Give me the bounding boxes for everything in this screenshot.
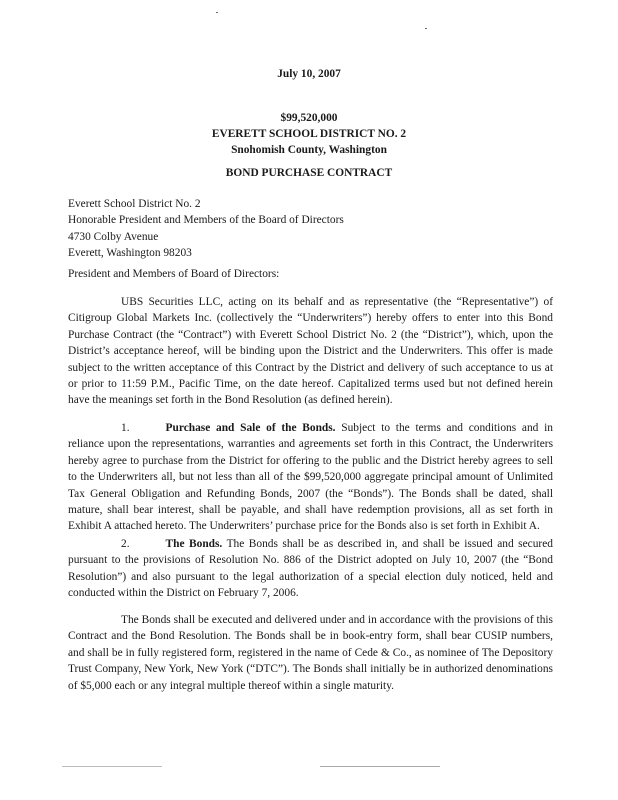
section-text: The Bonds shall be as described in, and shall be issued and secured pursuant to the provisions of Resolution No. 886 of the District adopted on July 10, 2007 (the “Bond Resolution”) and also pursuant to the legal authorization of a special election duly noticed, held and conducted within the District on February 7, 2006.	[68, 538, 553, 600]
address-line: 4730 Colby Avenue	[68, 230, 159, 243]
section-1-paragraph	[68, 420, 553, 535]
issuer-name: EVERETT SCHOOL DISTRICT NO. 2	[211, 128, 407, 140]
address-block	[68, 196, 553, 262]
scan-speck	[216, 12, 218, 13]
section-heading: Purchase and Sale of the Bonds.	[165, 422, 336, 434]
footer-scan-mark	[62, 766, 162, 767]
section-number: 1.	[121, 422, 130, 434]
footer-scan-mark	[320, 766, 440, 767]
salutation: President and Members of Board of Directors:	[68, 268, 280, 280]
address-line: Everett, Washington 98203	[68, 247, 192, 260]
address-line: Honorable President and Members of the Board of Directors	[68, 214, 344, 227]
intro-paragraph: UBS Securities LLC, acting on its behalf and as representative (the “Representative”) of Citigroup Global Markets Inc. (collectively the “Underwriters”) hereby offers to enter into this Bond Purchase Contract (the “Contract”) with Everett School District No. 2 (the “District”), which, upon the District’s acceptance hereof, will be binding upon the District and the Underwriters. This offer is made subject to the written acceptance of this Contract by the District and delivery of such acceptance to us at or prior to 11:59 P.M., Pacific Time, on the date hereof. Capitalized terms used but not defined herein have the meanings set forth in the Bond Resolution (as defined herein).	[68, 296, 553, 407]
section-2-paragraph	[68, 536, 553, 602]
scan-speck	[425, 28, 427, 29]
document-title: BOND PURCHASE CONTRACT	[225, 167, 393, 179]
address-line: Everett School District No. 2	[68, 198, 201, 210]
book-entry-paragraph: The Bonds shall be executed and delivered under and in accordance with the provisions of this Contract and the Bond Resolution. The Bonds shall be in book-entry form, shall bear CUSIP numbers, and shall be in fully registered form, registered in the name of Cede & Co., as nominee of The Depository Trust Company, New York, New York (“DTC”). The Bonds shall initially be in authorized denominations of $5,000 each or any integral multiple thereof within a single maturity.	[68, 614, 553, 692]
document-date: July 10, 2007	[277, 68, 341, 80]
section-number: 2.	[121, 538, 130, 550]
bond-amount: $99,520,000	[280, 112, 338, 124]
county-name: Snohomish County, Washington	[231, 144, 387, 156]
section-text: Subject to the terms and conditions and in reliance upon the representations, warranties and agreements set forth in this Contract, the Underwriters hereby agree to purchase from the District for offering to the public and the District hereby agrees to sell to the Underwriters all, but not less than all of the $99,520,000 aggregate principal amount of Unlimited Tax General Obligation and Refunding Bonds, 2007 (the “Bonds”). The Bonds shall be dated, shall mature, shall bear interest, shall be payable, and shall have redemption provisions, all as set forth in Exhibit A attached hereto. The Underwriters’ purchase price for the Bonds also is set forth in Exhibit A.	[68, 422, 553, 533]
section-heading: The Bonds.	[165, 538, 223, 550]
